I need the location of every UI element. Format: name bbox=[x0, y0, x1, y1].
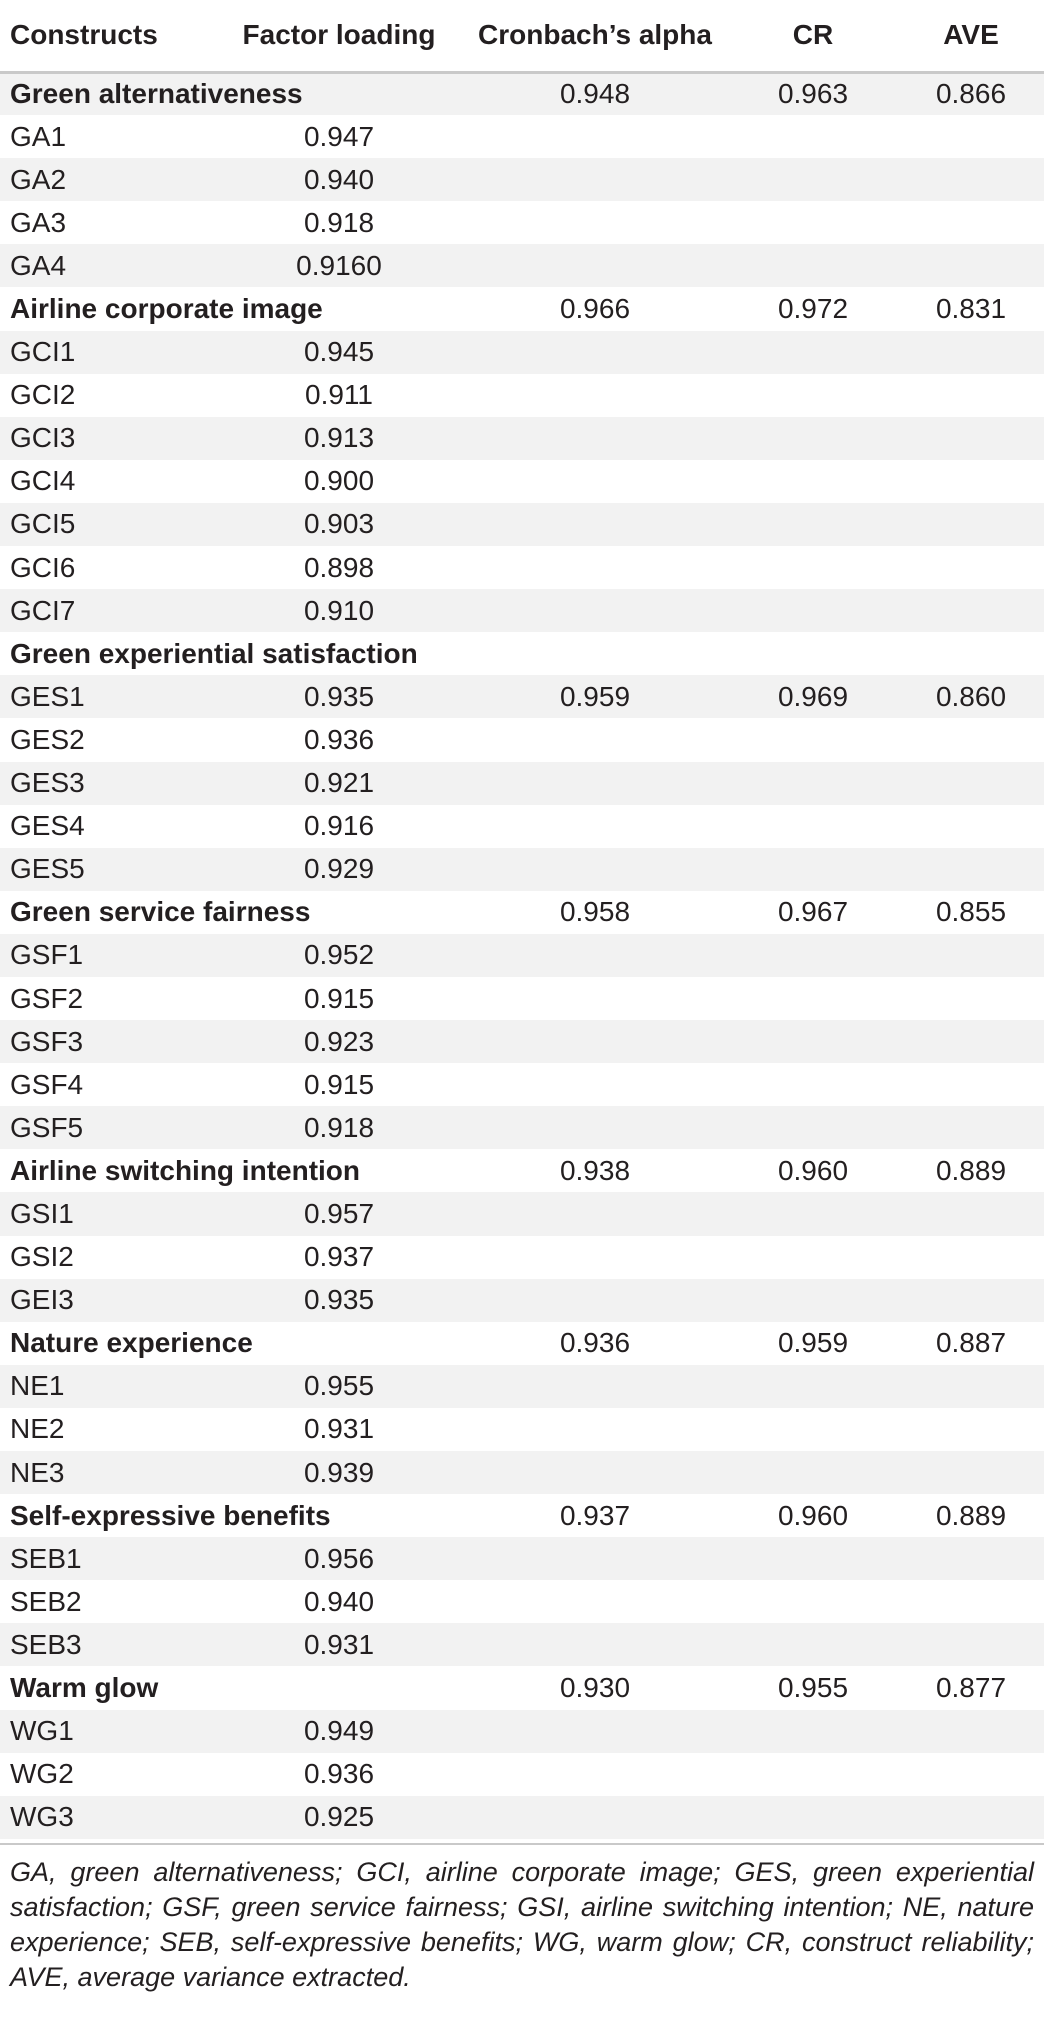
item-row bbox=[0, 1580, 1044, 1623]
cell-name: GA1 bbox=[10, 120, 67, 152]
cell-name: NE3 bbox=[10, 1456, 65, 1488]
cell-ave bbox=[898, 1796, 1044, 1839]
cell-cr bbox=[728, 1279, 898, 1322]
cell-factor-loading: 0.916 bbox=[303, 810, 375, 842]
cell-cr: 0.960 bbox=[777, 1499, 849, 1531]
cell-cronbach-alpha bbox=[462, 1451, 728, 1494]
cell-factor-loading: 0.918 bbox=[303, 206, 375, 238]
cell-cr bbox=[728, 1365, 898, 1408]
cell-factor-loading: 0.915 bbox=[303, 1068, 375, 1100]
cell-factor-loading: 0.945 bbox=[303, 336, 375, 368]
cell-factor-loading: 0.900 bbox=[303, 465, 375, 497]
item-row bbox=[0, 675, 1044, 718]
cell-name: Airline corporate image bbox=[10, 293, 323, 325]
table-header bbox=[0, 0, 1044, 72]
cell-factor-loading: 0.898 bbox=[303, 551, 375, 583]
cell-cr bbox=[728, 1537, 898, 1580]
cell-cronbach-alpha: 0.937 bbox=[559, 1499, 631, 1531]
construct-row bbox=[0, 1666, 1044, 1709]
cell-factor-loading: 0.925 bbox=[303, 1801, 375, 1833]
cell-name: SEB1 bbox=[10, 1542, 82, 1574]
cell-factor-loading: 0.956 bbox=[303, 1542, 375, 1574]
construct-row bbox=[0, 287, 1044, 330]
item-row bbox=[0, 201, 1044, 244]
cell-cr bbox=[728, 762, 898, 805]
cell-ave bbox=[898, 1451, 1044, 1494]
cell-ave bbox=[898, 1408, 1044, 1451]
cell-factor-loading: 0.910 bbox=[303, 594, 375, 626]
cell-factor-loading: 0.952 bbox=[303, 939, 375, 971]
construct-row bbox=[0, 632, 1044, 675]
cell-cronbach-alpha bbox=[462, 331, 728, 374]
cell-ave bbox=[898, 1580, 1044, 1623]
cell-cr: 0.955 bbox=[777, 1672, 849, 1704]
cell-cr bbox=[728, 632, 898, 675]
cell-name: WG1 bbox=[10, 1715, 74, 1747]
cell-cr bbox=[728, 460, 898, 503]
cell-ave bbox=[898, 848, 1044, 891]
cell-cr bbox=[728, 1710, 898, 1753]
header-row bbox=[0, 0, 1044, 72]
cell-cr bbox=[728, 331, 898, 374]
item-row bbox=[0, 417, 1044, 460]
cell-factor-loading: 0.939 bbox=[303, 1456, 375, 1488]
item-row bbox=[0, 1236, 1044, 1279]
cell-ave: 0.866 bbox=[935, 78, 1007, 110]
item-row bbox=[0, 934, 1044, 977]
cell-cronbach-alpha bbox=[462, 1623, 728, 1666]
cell-ave bbox=[898, 1020, 1044, 1063]
cell-cr: 0.963 bbox=[777, 78, 849, 110]
cell-cr bbox=[728, 1106, 898, 1149]
cell-factor-loading: 0.918 bbox=[303, 1111, 375, 1143]
cell-cronbach-alpha: 0.948 bbox=[559, 78, 631, 110]
cell-name: GCI6 bbox=[10, 551, 76, 583]
cell-cr bbox=[728, 718, 898, 761]
cell-name: GES3 bbox=[10, 767, 85, 799]
cell-ave bbox=[898, 762, 1044, 805]
cell-factor-loading: 0.935 bbox=[303, 1284, 375, 1316]
cell-ave: 0.831 bbox=[935, 293, 1007, 325]
cell-ave bbox=[898, 158, 1044, 201]
cell-name: NE2 bbox=[10, 1413, 65, 1445]
construct-row bbox=[0, 72, 1044, 115]
cell-name: GES4 bbox=[10, 810, 85, 842]
cell-cronbach-alpha: 0.936 bbox=[559, 1327, 631, 1359]
item-row bbox=[0, 546, 1044, 589]
cell-cr bbox=[728, 1796, 898, 1839]
cell-ave bbox=[898, 201, 1044, 244]
cell-ave bbox=[898, 115, 1044, 158]
cell-cronbach-alpha bbox=[462, 718, 728, 761]
cell-ave bbox=[898, 1537, 1044, 1580]
item-row bbox=[0, 1753, 1044, 1796]
cell-ave bbox=[898, 718, 1044, 761]
cell-cronbach-alpha bbox=[462, 1192, 728, 1235]
cell-ave bbox=[898, 1106, 1044, 1149]
cell-cr bbox=[728, 1020, 898, 1063]
item-row bbox=[0, 589, 1044, 632]
cell-cronbach-alpha bbox=[462, 158, 728, 201]
cell-name: GSF4 bbox=[10, 1068, 84, 1100]
cell-cr bbox=[728, 589, 898, 632]
cell-ave bbox=[898, 1063, 1044, 1106]
cell-ave: 0.855 bbox=[935, 896, 1007, 928]
item-row bbox=[0, 1451, 1044, 1494]
cell-factor-loading: 0.913 bbox=[303, 422, 375, 454]
cell-ave bbox=[898, 1279, 1044, 1322]
cell-name: GEI3 bbox=[10, 1284, 74, 1316]
item-row bbox=[0, 1408, 1044, 1451]
cell-ave bbox=[898, 1236, 1044, 1279]
cell-ave bbox=[898, 1192, 1044, 1235]
cell-name: NE1 bbox=[10, 1370, 65, 1402]
cell-cr bbox=[728, 1063, 898, 1106]
cell-factor-loading: 0.936 bbox=[303, 1758, 375, 1790]
cell-name: SEB2 bbox=[10, 1585, 82, 1617]
cell-name: GCI4 bbox=[10, 465, 76, 497]
cell-cronbach-alpha bbox=[462, 1020, 728, 1063]
header-ave: AVE bbox=[943, 19, 999, 51]
cell-factor-loading: 0.949 bbox=[303, 1715, 375, 1747]
cell-factor-loading: 0.940 bbox=[303, 163, 375, 195]
cell-cr bbox=[728, 417, 898, 460]
item-row bbox=[0, 1623, 1044, 1666]
cell-factor-loading: 0.9160 bbox=[296, 249, 382, 281]
cell-cronbach-alpha bbox=[462, 1236, 728, 1279]
cell-ave bbox=[898, 331, 1044, 374]
item-row bbox=[0, 1537, 1044, 1580]
cell-factor-loading bbox=[216, 1322, 462, 1365]
item-row bbox=[0, 115, 1044, 158]
cell-name: Self-expressive benefits bbox=[10, 1499, 331, 1531]
cell-name: GSI2 bbox=[10, 1241, 74, 1273]
item-row bbox=[0, 848, 1044, 891]
cell-cronbach-alpha: 0.959 bbox=[559, 680, 631, 712]
cell-factor-loading: 0.947 bbox=[303, 120, 375, 152]
item-row bbox=[0, 762, 1044, 805]
cell-cr bbox=[728, 1192, 898, 1235]
item-row bbox=[0, 503, 1044, 546]
cell-factor-loading: 0.955 bbox=[303, 1370, 375, 1402]
item-row bbox=[0, 1063, 1044, 1106]
cell-factor-loading: 0.940 bbox=[303, 1585, 375, 1617]
cell-cr bbox=[728, 1753, 898, 1796]
cell-cr bbox=[728, 848, 898, 891]
item-row bbox=[0, 977, 1044, 1020]
table-footnote: GA, green alternativeness; GCI, airline corporate image; GES, green experiential satisfaction; GSF, green service fairness; GSI, airline switching intention; NE, nature experience; SEB, self-expressive benefits; WG, warm glow; CR, construct reliability; AVE, average variance extracted. bbox=[10, 1856, 1034, 1992]
cell-cronbach-alpha bbox=[462, 1710, 728, 1753]
cell-cronbach-alpha bbox=[462, 762, 728, 805]
cell-name: Green service fairness bbox=[10, 896, 311, 928]
construct-row bbox=[0, 1494, 1044, 1537]
item-row bbox=[0, 1020, 1044, 1063]
cell-name: GSF3 bbox=[10, 1025, 84, 1057]
cell-ave bbox=[898, 1753, 1044, 1796]
cell-factor-loading: 0.929 bbox=[303, 853, 375, 885]
cell-name: GA4 bbox=[10, 249, 67, 281]
cell-cronbach-alpha bbox=[462, 1753, 728, 1796]
header-cronbach-alpha: Cronbach’s alpha bbox=[478, 19, 712, 51]
cell-name: WG3 bbox=[10, 1801, 74, 1833]
cell-factor-loading: 0.903 bbox=[303, 508, 375, 540]
cell-cronbach-alpha bbox=[462, 934, 728, 977]
cell-cronbach-alpha bbox=[462, 115, 728, 158]
cell-cr bbox=[728, 503, 898, 546]
cell-cronbach-alpha bbox=[462, 1537, 728, 1580]
item-row bbox=[0, 805, 1044, 848]
cell-ave bbox=[898, 977, 1044, 1020]
cell-cronbach-alpha: 0.930 bbox=[559, 1672, 631, 1704]
cell-cronbach-alpha bbox=[462, 1796, 728, 1839]
cell-name: GSF1 bbox=[10, 939, 84, 971]
cell-ave bbox=[898, 934, 1044, 977]
cell-ave bbox=[898, 417, 1044, 460]
cell-factor-loading: 0.937 bbox=[303, 1241, 375, 1273]
cell-cr bbox=[728, 115, 898, 158]
cell-ave bbox=[898, 460, 1044, 503]
cell-name: WG2 bbox=[10, 1758, 74, 1790]
cell-name: GA3 bbox=[10, 206, 67, 238]
cell-ave: 0.877 bbox=[935, 1672, 1007, 1704]
cell-cronbach-alpha bbox=[462, 1063, 728, 1106]
cell-cr bbox=[728, 1451, 898, 1494]
cell-factor-loading: 0.931 bbox=[303, 1413, 375, 1445]
cell-ave bbox=[898, 546, 1044, 589]
cell-name: GSF2 bbox=[10, 982, 84, 1014]
cell-ave bbox=[898, 1623, 1044, 1666]
cell-cr bbox=[728, 1580, 898, 1623]
cell-cronbach-alpha bbox=[462, 1408, 728, 1451]
cell-cr bbox=[728, 977, 898, 1020]
cell-name: GCI2 bbox=[10, 379, 76, 411]
cell-ave: 0.860 bbox=[935, 680, 1007, 712]
cell-cronbach-alpha bbox=[462, 201, 728, 244]
cell-cronbach-alpha: 0.958 bbox=[559, 896, 631, 928]
item-row bbox=[0, 158, 1044, 201]
cell-ave bbox=[898, 589, 1044, 632]
cell-cronbach-alpha bbox=[462, 805, 728, 848]
cell-cr bbox=[728, 1236, 898, 1279]
cell-cr bbox=[728, 244, 898, 287]
item-row bbox=[0, 1796, 1044, 1839]
cell-cr bbox=[728, 934, 898, 977]
cell-cronbach-alpha bbox=[462, 1106, 728, 1149]
cell-cronbach-alpha bbox=[462, 1365, 728, 1408]
cell-cr: 0.960 bbox=[777, 1154, 849, 1186]
item-row bbox=[0, 1192, 1044, 1235]
construct-row bbox=[0, 1322, 1044, 1365]
cell-factor-loading: 0.936 bbox=[303, 723, 375, 755]
cell-cr: 0.959 bbox=[777, 1327, 849, 1359]
cell-cr bbox=[728, 805, 898, 848]
cell-name: GSI1 bbox=[10, 1197, 74, 1229]
cell-ave: 0.889 bbox=[935, 1499, 1007, 1531]
cell-factor-loading bbox=[216, 1666, 462, 1709]
cell-name: GES1 bbox=[10, 680, 85, 712]
cell-cronbach-alpha bbox=[462, 503, 728, 546]
cell-ave bbox=[898, 374, 1044, 417]
cell-name: Warm glow bbox=[10, 1672, 159, 1704]
item-row bbox=[0, 1279, 1044, 1322]
cell-cronbach-alpha bbox=[462, 589, 728, 632]
item-row bbox=[0, 244, 1044, 287]
cell-cr bbox=[728, 158, 898, 201]
cell-cr bbox=[728, 201, 898, 244]
cell-cronbach-alpha bbox=[462, 374, 728, 417]
construct-row bbox=[0, 891, 1044, 934]
cell-cronbach-alpha: 0.966 bbox=[559, 293, 631, 325]
cell-ave bbox=[898, 632, 1044, 675]
cell-name: GCI7 bbox=[10, 594, 76, 626]
cell-ave bbox=[898, 1710, 1044, 1753]
cell-name: Airline switching intention bbox=[10, 1154, 360, 1186]
cell-cronbach-alpha bbox=[462, 977, 728, 1020]
cell-cronbach-alpha bbox=[462, 1580, 728, 1623]
cell-name: GA2 bbox=[10, 163, 67, 195]
cell-cronbach-alpha bbox=[462, 1279, 728, 1322]
cell-cr: 0.972 bbox=[777, 293, 849, 325]
cell-cr: 0.969 bbox=[777, 680, 849, 712]
cell-cronbach-alpha bbox=[462, 632, 728, 675]
cell-name: GCI5 bbox=[10, 508, 76, 540]
cell-factor-loading: 0.921 bbox=[303, 767, 375, 799]
cell-name: GES2 bbox=[10, 723, 85, 755]
cell-cr bbox=[728, 546, 898, 589]
cell-ave: 0.887 bbox=[935, 1327, 1007, 1359]
item-row bbox=[0, 1106, 1044, 1149]
cell-cronbach-alpha bbox=[462, 244, 728, 287]
item-row bbox=[0, 460, 1044, 503]
item-row bbox=[0, 718, 1044, 761]
cell-ave: 0.889 bbox=[935, 1154, 1007, 1186]
cell-factor-loading: 0.935 bbox=[303, 680, 375, 712]
cell-name: GCI1 bbox=[10, 336, 76, 368]
cell-ave bbox=[898, 1365, 1044, 1408]
cell-name: Nature experience bbox=[10, 1327, 253, 1359]
header-constructs: Constructs bbox=[10, 19, 158, 51]
cell-cronbach-alpha: 0.938 bbox=[559, 1154, 631, 1186]
cell-factor-loading: 0.957 bbox=[303, 1197, 375, 1229]
item-row bbox=[0, 1710, 1044, 1753]
cell-cr bbox=[728, 374, 898, 417]
cell-factor-loading: 0.923 bbox=[303, 1025, 375, 1057]
item-row bbox=[0, 331, 1044, 374]
cell-cronbach-alpha bbox=[462, 417, 728, 460]
item-row bbox=[0, 1365, 1044, 1408]
table-body bbox=[0, 72, 1044, 1839]
cell-cronbach-alpha bbox=[462, 848, 728, 891]
cell-factor-loading: 0.915 bbox=[303, 982, 375, 1014]
cell-ave bbox=[898, 503, 1044, 546]
cell-name: GSF5 bbox=[10, 1111, 84, 1143]
cell-name: GES5 bbox=[10, 853, 85, 885]
cell-ave bbox=[898, 805, 1044, 848]
cell-name: Green experiential satisfaction bbox=[10, 637, 418, 669]
cell-cr bbox=[728, 1408, 898, 1451]
cell-name: SEB3 bbox=[10, 1628, 82, 1660]
header-cr: CR bbox=[792, 19, 834, 51]
construct-row bbox=[0, 1149, 1044, 1192]
cell-cronbach-alpha bbox=[462, 546, 728, 589]
cell-factor-loading: 0.931 bbox=[303, 1628, 375, 1660]
cell-cr bbox=[728, 1623, 898, 1666]
cell-cr: 0.967 bbox=[777, 896, 849, 928]
cell-ave bbox=[898, 244, 1044, 287]
cell-name: Green alternativeness bbox=[10, 78, 303, 110]
cell-name: GCI3 bbox=[10, 422, 76, 454]
cell-cronbach-alpha bbox=[462, 460, 728, 503]
item-row bbox=[0, 374, 1044, 417]
header-factor-loading: Factor loading bbox=[242, 19, 436, 51]
cell-factor-loading: 0.911 bbox=[305, 379, 373, 411]
